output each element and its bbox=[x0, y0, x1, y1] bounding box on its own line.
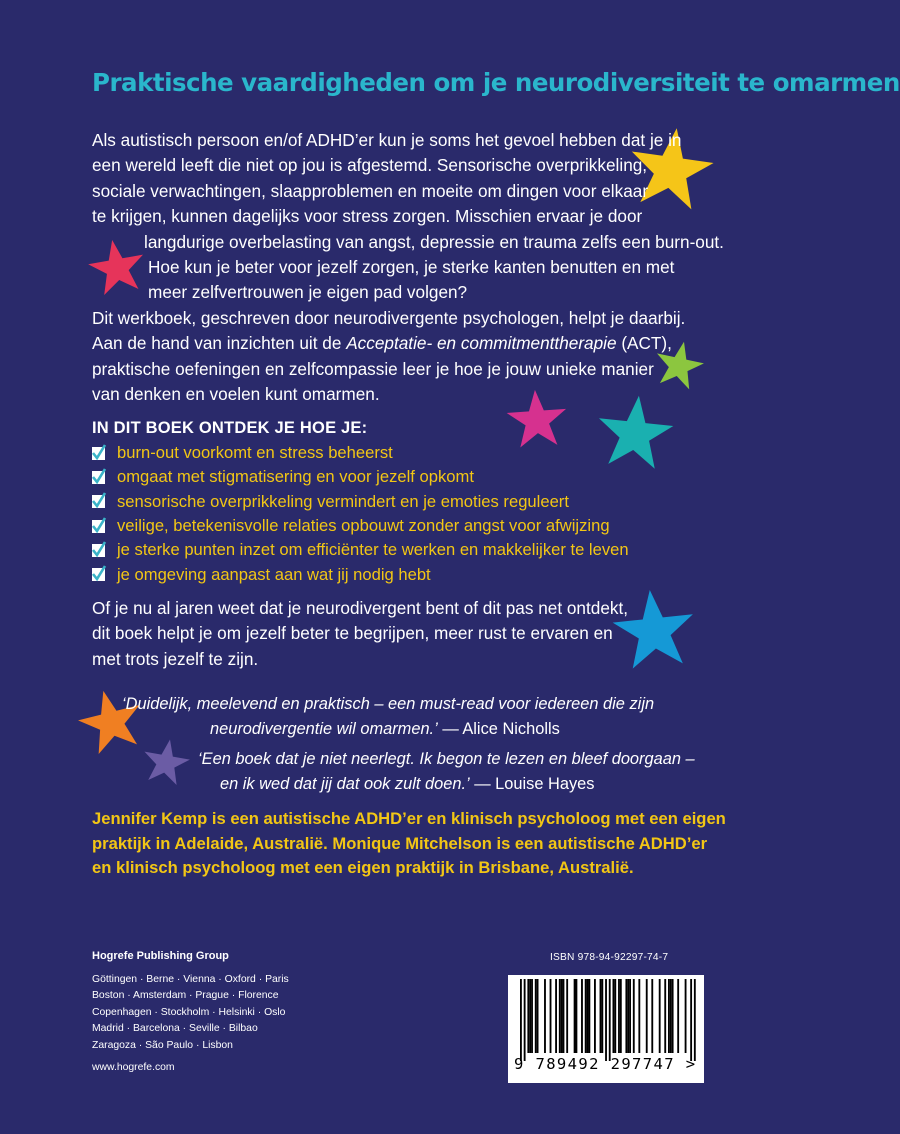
quote-author: — Alice Nicholls bbox=[437, 719, 560, 738]
barcode-bar bbox=[524, 979, 526, 1061]
barcode-bar bbox=[585, 979, 587, 1053]
barcode-bar bbox=[685, 979, 687, 1053]
checkmark-icon bbox=[92, 495, 105, 508]
barcode-bar bbox=[529, 979, 531, 1053]
intro-line: een wereld leeft die niet op jou is afgestemd. Sensorische overprikkeling, bbox=[92, 155, 648, 176]
quote-line-end: en ik wed dat jij dat ook zult doen.’ bbox=[220, 774, 470, 793]
barcode-bar bbox=[563, 979, 565, 1053]
workbook-line-post: (ACT), bbox=[616, 333, 672, 354]
barcode-bar bbox=[672, 979, 674, 1053]
checklist-item-text: je sterke punten inzet om efficiënter te werken en makkelijker te leven bbox=[117, 540, 629, 560]
intro-line: meer zelfvertrouwen je eigen pad volgen? bbox=[148, 282, 468, 303]
author-bio bbox=[92, 807, 726, 881]
purple-star-icon bbox=[142, 738, 190, 784]
workbook-line-pre: Aan de hand van inzichten uit de bbox=[92, 333, 347, 354]
barcode-bar bbox=[659, 979, 661, 1053]
checklist-item-text: omgaat met stigmatisering en voor jezelf opkomt bbox=[117, 467, 474, 487]
barcode-bar bbox=[574, 979, 576, 1053]
checkmark-icon bbox=[92, 520, 105, 533]
cities-line: Copenhagen · Stockholm · Helsinki · Oslo bbox=[92, 1006, 286, 1018]
barcode-bar bbox=[588, 979, 590, 1053]
bio-line: en klinisch psycholoog met een eigen praktijk in Brisbane, Australië. bbox=[92, 858, 634, 877]
workbook-line: praktische oefeningen en zelfcompassie leer je hoe je jouw unieke manier bbox=[92, 358, 654, 379]
barcode-bar bbox=[555, 979, 557, 1053]
barcode-bar bbox=[668, 979, 670, 1053]
workbook-paragraph bbox=[92, 306, 685, 408]
barcode-bar bbox=[527, 979, 529, 1053]
barcode-bar bbox=[690, 979, 692, 1061]
barcode-bar bbox=[576, 979, 578, 1053]
barcode-bar bbox=[694, 979, 696, 1061]
quote-line: ‘Duidelijk, meelevend en praktisch – een must-read voor iedereen die zijn bbox=[122, 695, 655, 713]
barcode-bar bbox=[544, 979, 546, 1053]
checkmark-icon bbox=[92, 568, 105, 581]
act-term: Acceptatie- en commitmenttherapie bbox=[346, 333, 617, 354]
barcode-bar bbox=[609, 979, 611, 1061]
quote-author: — Louise Hayes bbox=[469, 774, 595, 793]
closing-line: dit boek helpt je om jezelf beter te begrijpen, meer rust te ervaren en bbox=[92, 623, 613, 644]
publisher-website[interactable]: www.hogrefe.com bbox=[92, 1062, 175, 1073]
bio-line: Jennifer Kemp is een autistische ADHD’er en klinisch psycholoog met een eigen bbox=[92, 809, 726, 828]
checklist bbox=[92, 441, 629, 587]
closing-paragraph bbox=[92, 596, 628, 672]
checklist-item-text: je omgeving aanpast aan wat jij nodig hebt bbox=[117, 564, 431, 584]
page-title: Praktische vaardigheden om je neurodiversiteit te omarmen bbox=[92, 68, 900, 97]
quote-line-end: neurodivergentie wil omarmen.’ bbox=[210, 719, 438, 738]
checkmark-icon bbox=[92, 544, 105, 557]
checklist-item-text: sensorische overprikkeling vermindert en je emoties reguleert bbox=[117, 491, 569, 511]
closing-line: met trots jezelf te zijn. bbox=[92, 648, 259, 669]
barcode-digits: 9 789492 297747 > bbox=[514, 1055, 697, 1073]
barcode-bar bbox=[618, 979, 620, 1053]
checklist-item bbox=[92, 465, 629, 489]
barcode-bar bbox=[664, 979, 666, 1053]
checklist-item-text: burn-out voorkomt en stress beheerst bbox=[117, 443, 393, 463]
barcode-bar bbox=[620, 979, 622, 1053]
quote-line: ‘Een boek dat je niet neerlegt. Ik begon te lezen en bleef doorgaan – bbox=[198, 750, 695, 768]
intro-line: te krijgen, kunnen dagelijks voor stress zorgen. Misschien ervaar je door bbox=[92, 206, 643, 227]
barcode-bar bbox=[627, 979, 629, 1053]
barcode-bar bbox=[677, 979, 679, 1053]
barcode-bar bbox=[561, 979, 563, 1053]
workbook-line: Dit werkboek, geschreven door neurodivergente psychologen, helpt je daarbij. bbox=[92, 308, 686, 328]
checklist-item bbox=[92, 538, 629, 562]
barcode-bar bbox=[566, 979, 568, 1053]
barcode-bar bbox=[581, 979, 583, 1053]
barcode-bar bbox=[559, 979, 561, 1053]
cities-line: Madrid · Barcelona · Seville · Bilbao bbox=[92, 1023, 258, 1035]
barcode-bar bbox=[601, 979, 603, 1053]
checkmark-icon bbox=[92, 447, 105, 460]
checklist-heading: IN DIT BOEK ONTDEK JE HOE JE: bbox=[92, 419, 368, 437]
barcode-bar bbox=[651, 979, 653, 1053]
barcode-bar bbox=[638, 979, 640, 1053]
quote-louise-hayes bbox=[198, 747, 695, 796]
intro-line: sociale verwachtingen, slaapproblemen en moeite om dingen voor elkaar bbox=[92, 180, 649, 201]
cities-line: Boston · Amsterdam · Prague · Florence bbox=[92, 990, 279, 1002]
workbook-line: van denken en voelen kunt omarmen. bbox=[92, 384, 380, 405]
checklist-item bbox=[92, 562, 629, 586]
intro-line: Als autistisch persoon en/of ADHD’er kun je soms het gevoel hebben dat je in bbox=[92, 130, 682, 150]
barcode-bar bbox=[537, 979, 539, 1053]
intro-line: langdurige overbelasting van angst, depressie en trauma zelfs een burn-out. bbox=[144, 231, 724, 252]
barcode-bar bbox=[670, 979, 672, 1053]
intro-line: Hoe kun je beter voor jezelf zorgen, je sterke kanten benutten en met bbox=[148, 257, 675, 278]
checklist-item bbox=[92, 441, 629, 465]
barcode-bar bbox=[531, 979, 533, 1053]
workbook-line bbox=[92, 331, 685, 356]
cities-line: Zaragoza · São Paulo · Lisbon bbox=[92, 1039, 233, 1051]
barcode-bar bbox=[605, 979, 607, 1061]
checklist-item bbox=[92, 514, 629, 538]
closing-line: Of je nu al jaren weet dat je neurodivergent bent of dit pas net ontdekt, bbox=[92, 598, 629, 618]
isbn-label: ISBN 978-94-92297-74-7 bbox=[550, 952, 669, 963]
publisher-name: Hogrefe Publishing Group bbox=[92, 950, 229, 962]
barcode-bar bbox=[520, 979, 522, 1061]
barcode-bar bbox=[550, 979, 552, 1053]
barcode-bar bbox=[629, 979, 631, 1053]
intro-paragraph bbox=[92, 128, 724, 306]
cities-line: Göttingen · Berne · Vienna · Oxford · Paris bbox=[92, 974, 289, 985]
publisher-cities bbox=[92, 972, 289, 1054]
bio-line: praktijk in Adelaide, Australië. Monique Mitchelson is een autistische ADHD’er bbox=[92, 833, 708, 853]
barcode-bar bbox=[633, 979, 635, 1053]
barcode-bar bbox=[625, 979, 627, 1053]
barcode-bar bbox=[600, 979, 602, 1053]
barcode-bar bbox=[613, 979, 615, 1053]
barcode-bar bbox=[614, 979, 616, 1053]
quote-alice-nicholls bbox=[122, 692, 654, 741]
checklist-item-text: veilige, betekenisvolle relaties opbouwt zonder angst voor afwijzing bbox=[117, 516, 610, 536]
quote-line bbox=[122, 717, 654, 742]
barcode bbox=[508, 975, 704, 1083]
checklist-item bbox=[92, 490, 629, 514]
barcode-bar bbox=[594, 979, 596, 1053]
barcode-bar bbox=[535, 979, 537, 1053]
barcode-bar bbox=[587, 979, 589, 1053]
barcode-bar bbox=[646, 979, 648, 1053]
quote-line bbox=[198, 772, 695, 797]
checkmark-icon bbox=[92, 471, 105, 484]
